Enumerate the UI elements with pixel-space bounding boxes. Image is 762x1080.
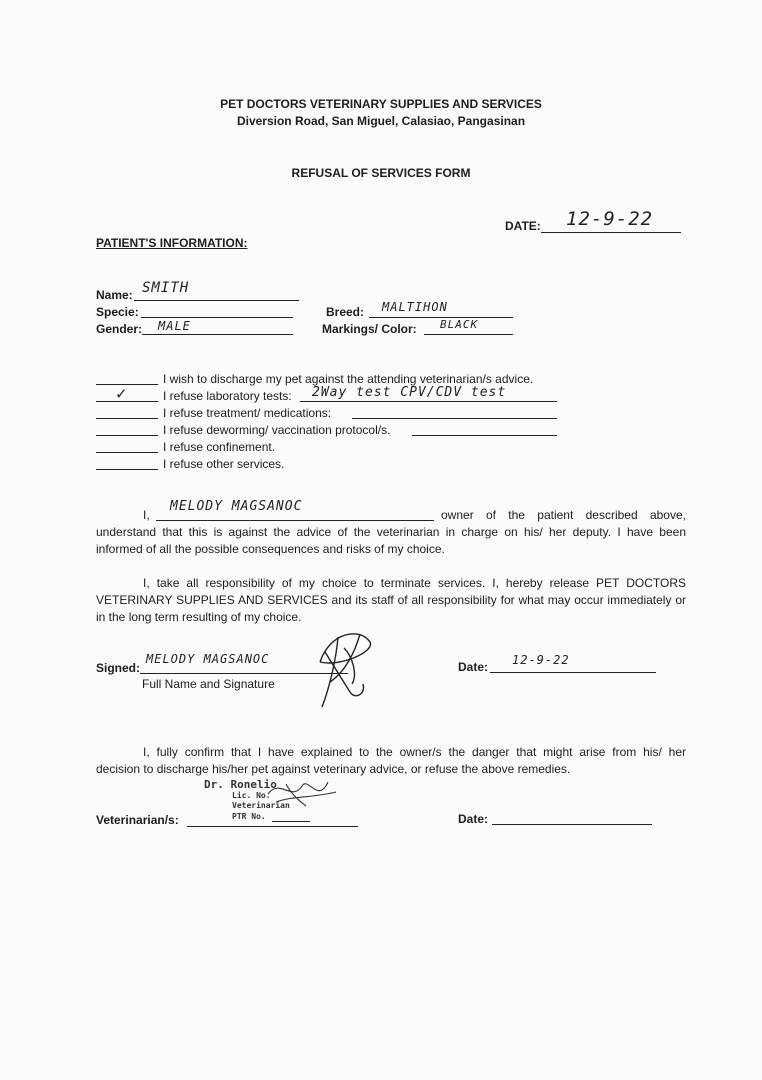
stamp-line1: Dr. Ronelio: [204, 778, 277, 791]
signed-label: Signed:: [96, 661, 140, 675]
veterinarian-underline: [187, 826, 358, 827]
signed-name-value: MELODY MAGSANOC: [146, 652, 270, 666]
signed-caption: Full Name and Signature: [142, 677, 275, 691]
owner-name-value: MELODY MAGSANOC: [170, 499, 303, 514]
stamp-line4: PTR No.: [232, 812, 266, 821]
option-discharge-text: I wish to discharge my pet against the attending veterinarian/s advice.: [163, 372, 534, 386]
date-value: 12-9-22: [566, 208, 654, 230]
owner-name-underline: [156, 520, 434, 521]
signed-date-value: 12-9-22: [512, 653, 570, 667]
responsibility-line3: in the long term resulting of my choice.: [96, 610, 302, 624]
veterinarian-signature-icon: [262, 772, 342, 812]
owner-signature-icon: [300, 622, 390, 712]
owner-prefix: I,: [143, 508, 150, 522]
confirmation-line1: I, fully confirm that I have explained to the owner/s the danger that might arise from his/ her: [143, 745, 686, 759]
name-underline: [134, 300, 299, 301]
date-underline: [541, 232, 681, 233]
specie-underline: [141, 317, 293, 318]
treatment-underline: [352, 418, 557, 419]
breed-value: MALTIHON: [382, 300, 448, 314]
option-other-services-text: I refuse other services.: [163, 457, 285, 471]
deworming-underline: [412, 435, 557, 436]
lab-tests-note: 2Way test CPV/CDV test: [312, 385, 507, 400]
owner-line3: informed of all the possible consequences and risks of my choice.: [96, 542, 445, 556]
date-label: DATE:: [505, 219, 541, 233]
gender-value: MALE: [158, 319, 191, 333]
breed-label: Breed:: [326, 305, 365, 319]
markings-underline: [424, 334, 513, 335]
option-deworming-text: I refuse deworming/ vaccination protocol/s.: [163, 423, 391, 437]
ptr-underline: [272, 821, 310, 822]
option-blank: [96, 452, 158, 453]
checkmark: ✓: [116, 384, 128, 404]
signed-date-underline: [490, 672, 656, 673]
option-confinement-text: I refuse confinement.: [163, 440, 276, 454]
form-title: REFUSAL OF SERVICES FORM: [291, 166, 471, 180]
gender-underline: [142, 334, 293, 335]
veterinarian-date-underline: [492, 824, 652, 825]
name-label: Name:: [96, 288, 133, 302]
markings-value: BLACK: [440, 318, 479, 331]
specie-label: Specie:: [96, 305, 139, 319]
patient-info-heading: PATIENT'S INFORMATION:: [96, 236, 248, 250]
gender-label: Gender:: [96, 322, 143, 336]
company-address: Diversion Road, San Miguel, Calasiao, Pangasinan: [236, 114, 526, 128]
option-blank: [96, 469, 158, 470]
signed-date-label: Date:: [458, 660, 489, 674]
veterinarian-date-label: Date:: [458, 812, 489, 826]
company-name: PET DOCTORS VETERINARY SUPPLIES AND SERVICES: [220, 97, 542, 111]
option-blank: [96, 435, 158, 436]
veterinarian-label: Veterinarian/s:: [96, 813, 179, 827]
responsibility-line1: I, take all responsibility of my choice to terminate services. I, hereby release PET DOCTORS: [143, 576, 686, 590]
markings-label: Markings/ Color:: [322, 322, 417, 336]
name-value: SMITH: [142, 280, 190, 296]
stamp-line2: Lic. No.: [232, 791, 271, 800]
option-treatment-text: I refuse treatment/ medications:: [163, 406, 332, 420]
confirmation-line2: decision to discharge his/her pet against veterinary advice, or refuse the above remedies.: [96, 762, 571, 776]
option-blank: [96, 418, 158, 419]
stamp-line3: Veterinarian: [232, 801, 290, 810]
owner-line1-suffix: owner of the patient described above,: [441, 508, 686, 522]
owner-line2: understand that this is against the advice of the veterinarian in charge on his/ her deputy. I have been: [96, 525, 686, 539]
lab-tests-underline: [300, 401, 557, 402]
option-lab-tests-text: I refuse laboratory tests:: [163, 389, 292, 403]
responsibility-line2: VETERINARY SUPPLIES AND SERVICES and its staff of all responsibility for what may occur immediately or: [96, 593, 686, 607]
